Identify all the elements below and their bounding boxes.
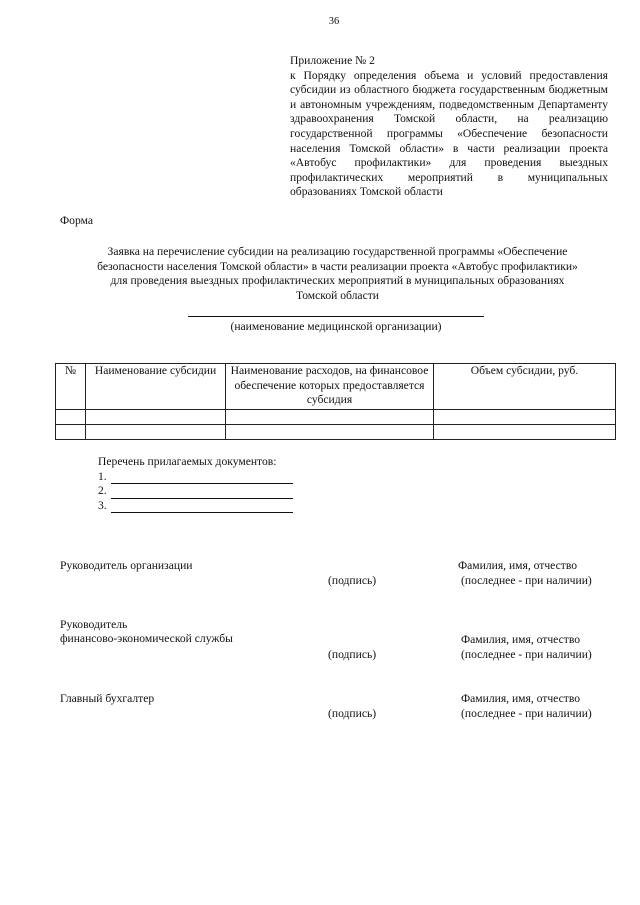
document-blank-line[interactable] (111, 487, 293, 499)
signature-accountant-label: Главный бухгалтер (60, 692, 155, 705)
signature-head-fio-note: (последнее - при наличии) (461, 574, 592, 587)
list-item (98, 484, 293, 499)
signature-finance-label-1: Руководитель (60, 618, 128, 631)
table-cell[interactable] (86, 410, 226, 425)
signature-accountant-fio: Фамилия, имя, отчество (461, 692, 581, 705)
signature-accountant-fio-note: (последнее - при наличии) (461, 707, 592, 720)
table-row (56, 425, 616, 440)
documents-list (98, 455, 293, 513)
request-title-line-2: безопасности населения Томской области» в части реализации проекта «Автобус профилактики» (97, 259, 578, 273)
org-name-caption: (наименование медицинской организации) (230, 320, 442, 333)
list-item-number: 2. (98, 484, 107, 498)
request-title-line-3: для проведения выездных профилактических мероприятий в муниципальных образованиях (110, 274, 565, 288)
table-header-row (56, 364, 616, 410)
page-number: 36 (328, 16, 340, 27)
appendix-title: Приложение № 2 (290, 54, 375, 67)
signature-head-podpis: (подпись) (328, 574, 377, 587)
form-label: Форма (60, 214, 93, 227)
list-item (98, 499, 293, 514)
document-blank-line[interactable] (111, 501, 293, 513)
documents-title: Перечень прилагаемых документов: (98, 455, 277, 468)
table-cell[interactable] (86, 425, 226, 440)
subsidy-table (55, 363, 616, 440)
appendix-block (290, 54, 608, 200)
table-cell[interactable] (434, 425, 616, 440)
signature-finance-podpis: (подпись) (328, 648, 377, 661)
header-subsidy-amount: Объем субсидии, руб. (434, 364, 616, 410)
signature-finance-label-2: финансово-экономической службы (60, 632, 233, 645)
list-item-number: 3. (98, 498, 107, 512)
table-cell[interactable] (434, 410, 616, 425)
header-subsidy-name: Наименование субсидии (86, 364, 226, 410)
request-title-line-4: Томской области (296, 288, 379, 302)
table-cell[interactable] (226, 410, 434, 425)
list-item (98, 470, 293, 485)
signature-accountant-podpis: (подпись) (328, 707, 377, 720)
org-name-line (188, 316, 484, 317)
signature-head-fio: Фамилия, имя, отчество (458, 559, 578, 572)
request-title-line-1: Заявка на перечисление субсидии на реализацию государственной программы «Обеспечение (107, 245, 568, 258)
signature-head-label: Руководитель организации (60, 559, 193, 572)
table-cell[interactable] (56, 425, 86, 440)
appendix-text: к Порядку определения объема и условий предоставления субсидии из областного бюджета государственным бюджетным и автономным учреждениям, подведомственным Департаменту здравоохранения Томской области, на реализацию государственной программы «Обеспечение безопасности населения Томской области» в части реализации проекта «Автобус профилактики» для проведения выездных профилактических мероприятий в муниципальных образованиях Томской области (290, 68, 608, 199)
table-cell[interactable] (56, 410, 86, 425)
table-row (56, 410, 616, 425)
document-blank-line[interactable] (111, 472, 293, 484)
request-title (55, 245, 620, 303)
table-cell[interactable] (226, 425, 434, 440)
header-expense-name: Наименование расходов, на финансовое обеспечение которых предоставляется субсидия (226, 364, 434, 410)
signature-finance-fio-note: (последнее - при наличии) (461, 648, 592, 661)
list-item-number: 1. (98, 469, 107, 483)
signature-finance-fio: Фамилия, имя, отчество (461, 633, 581, 646)
header-number: № (56, 364, 86, 410)
